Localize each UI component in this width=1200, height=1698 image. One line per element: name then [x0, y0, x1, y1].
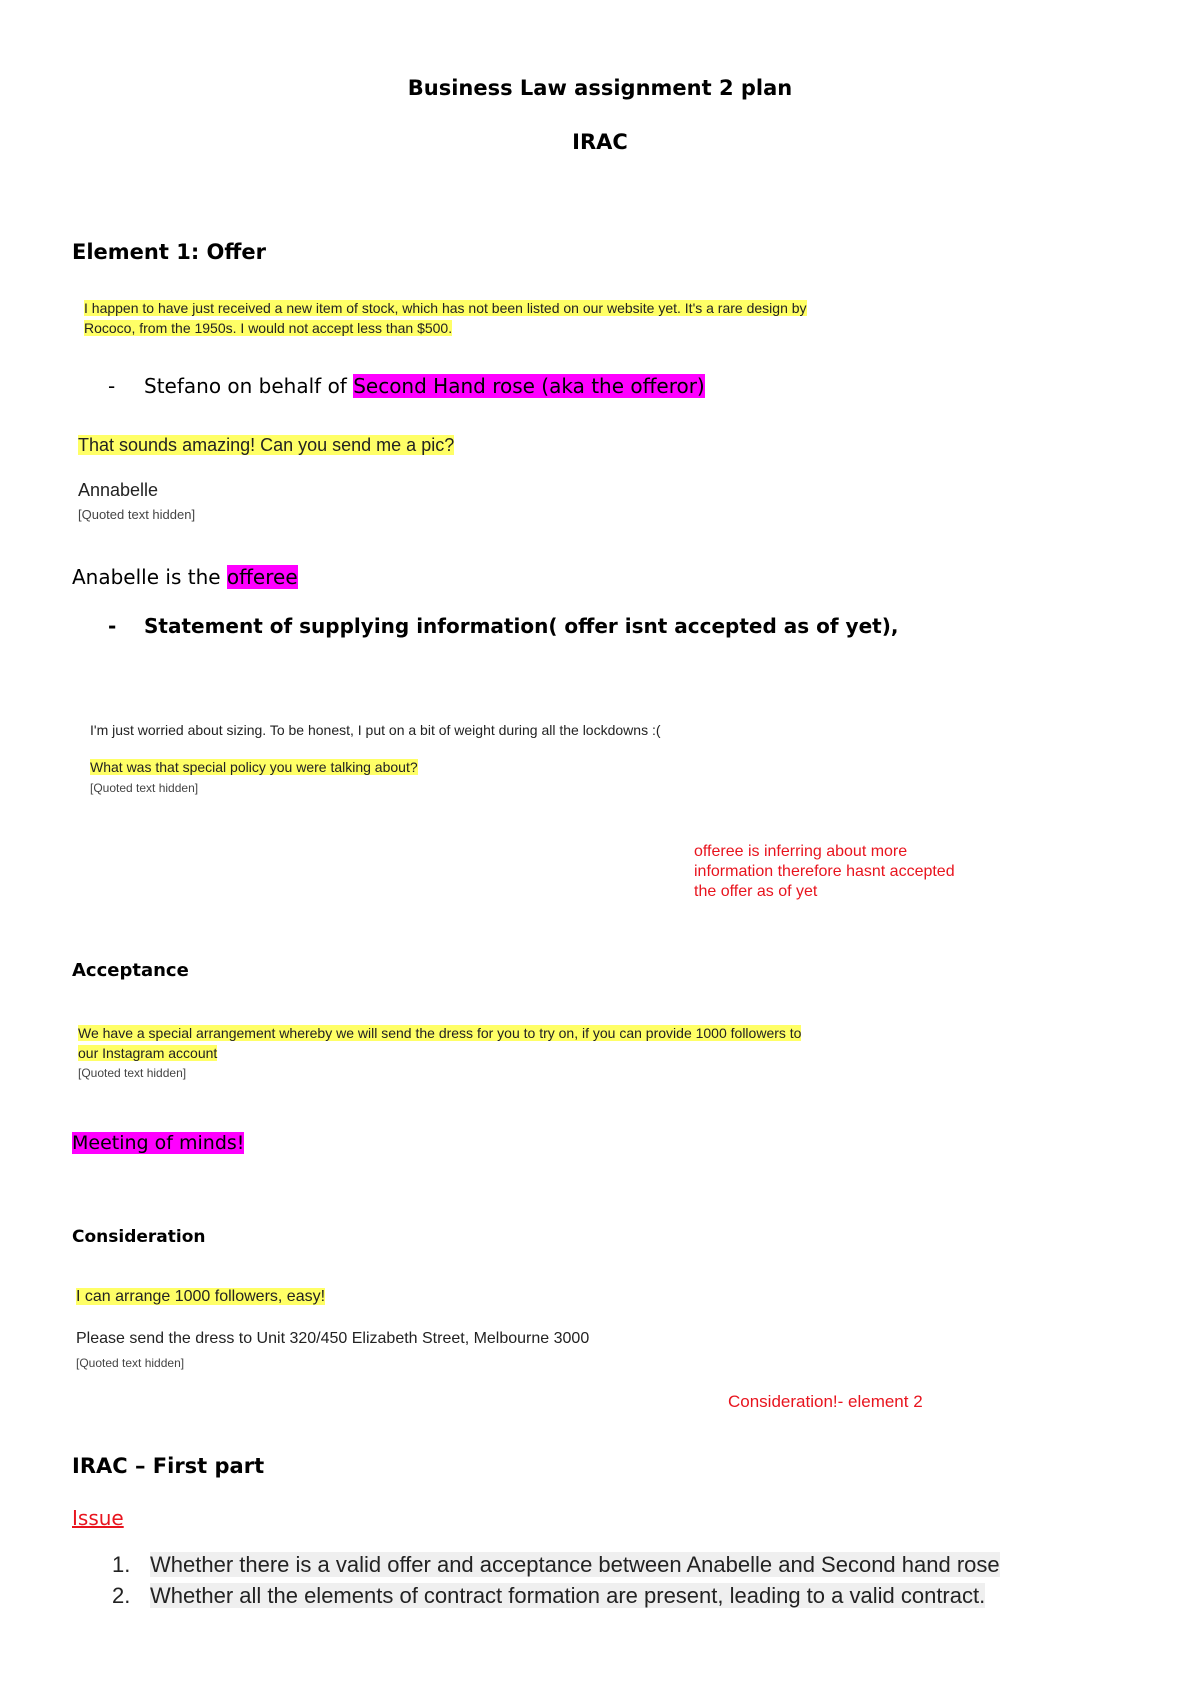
- email-offer-line1-text: I happen to have just received a new item of stock, which has not been listed on our website yet. It's a rare design by: [84, 300, 807, 316]
- annotation-consideration: Consideration!- element 2: [728, 1392, 923, 1411]
- bullet-offeror: [108, 374, 705, 398]
- consideration-heading: Consideration: [72, 1227, 206, 1247]
- irac-heading: IRAC – First part: [72, 1454, 265, 1478]
- email-policy-text: What was that special policy you were talking about?: [90, 759, 418, 775]
- quoted-text-1: [Quoted text hidden]: [78, 507, 196, 522]
- offeree-line: [72, 565, 298, 589]
- email-consideration-line1: [76, 1288, 325, 1306]
- quoted-text-4: [Quoted text hidden]: [76, 1356, 185, 1370]
- issue-label: Issue: [72, 1506, 124, 1530]
- meeting-of-minds: [72, 1132, 244, 1154]
- email-sizing: I'm just worried about sizing. To be honest, I put on a bit of weight during all the lockdowns :(: [90, 722, 661, 738]
- email-acceptance-line2: [78, 1045, 217, 1061]
- list-item-text: Whether all the elements of contract formation are present, leading to a valid contract.: [150, 1583, 986, 1608]
- offeree-prefix: Anabelle is the: [72, 565, 227, 589]
- document-subtitle: IRAC: [572, 130, 628, 154]
- quoted-text-2: [Quoted text hidden]: [90, 781, 199, 795]
- email-acceptance-line1-text: We have a special arrangement whereby we will send the dress for you to try on, if you can provide 1000 followers to: [78, 1025, 802, 1041]
- annotation-line-3: the offer as of yet: [694, 883, 818, 900]
- annotation-line-1: offeree is inferring about more: [694, 843, 908, 860]
- issue-list-item-2: [112, 1583, 985, 1609]
- annotation-offeree-inferring: [694, 842, 955, 902]
- email-sender: Annabelle: [78, 480, 159, 500]
- element1-heading: Element 1: Offer: [72, 240, 266, 264]
- offeree-highlight: offeree: [226, 565, 298, 589]
- quoted-text-3: [Quoted text hidden]: [78, 1066, 187, 1080]
- bullet-offeror-prefix: Stefano on behalf of: [144, 374, 354, 398]
- bullet-statement: [108, 614, 898, 638]
- annotation-line-2: information therefore hasnt accepted: [694, 863, 955, 880]
- issue-list-item-1: [112, 1552, 1000, 1578]
- list-number: 2.: [112, 1583, 131, 1608]
- email-offer-line2-text: Rococo, from the 1950s. I would not accept less than $500.: [84, 320, 453, 336]
- bullet-dash: -: [108, 614, 117, 638]
- meeting-of-minds-text: Meeting of minds!: [72, 1132, 245, 1154]
- bullet-statement-text: Statement of supplying information( offer isnt accepted as of yet),: [144, 614, 899, 638]
- email-acceptance-line2-text: our Instagram account: [78, 1045, 218, 1061]
- offeror-highlight: Second Hand rose (aka the offeror): [353, 374, 705, 398]
- email-policy: [90, 759, 418, 775]
- email-reply-text: That sounds amazing! Can you send me a pic?: [78, 435, 455, 455]
- list-number: 1.: [112, 1552, 131, 1577]
- bullet-dash: -: [108, 374, 116, 398]
- email-offer-line2: [84, 320, 452, 336]
- email-consideration-address: Please send the dress to Unit 320/450 Elizabeth Street, Melbourne 3000: [76, 1330, 590, 1347]
- document-title: Business Law assignment 2 plan: [407, 76, 793, 100]
- email-reply: [78, 435, 454, 456]
- email-consideration-line1-text: I can arrange 1000 followers, easy!: [76, 1288, 326, 1305]
- email-offer-line1: [84, 300, 807, 316]
- list-item-text: Whether there is a valid offer and acceptance between Anabelle and Second hand rose: [150, 1552, 1000, 1577]
- acceptance-heading: Acceptance: [72, 960, 189, 981]
- email-acceptance-line1: [78, 1025, 801, 1041]
